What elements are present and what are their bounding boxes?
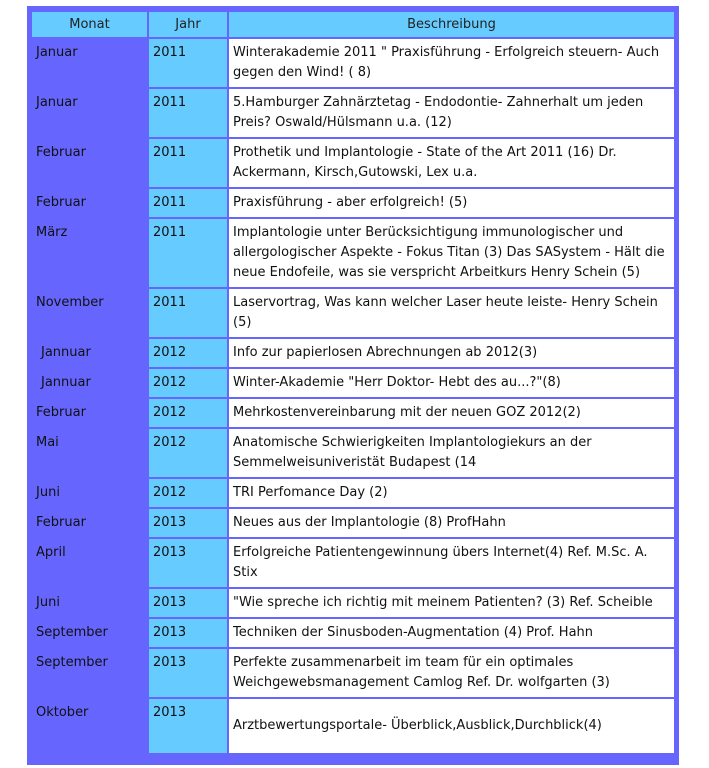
cell-month: Juni (32, 589, 147, 617)
table-row (32, 699, 674, 753)
cell-description: Erfolgreiche Patientengewinnung übers Internet(4) Ref. M.Sc. A. Stix (229, 539, 674, 587)
cell-description: Prothetik und Implantologie - State of the Art 2011 (16) Dr. Ackermann, Kirsch,Gutowski, Lex u.a. (229, 139, 674, 187)
cell-month: Januar (32, 39, 147, 87)
table-row (32, 399, 674, 427)
header-year: Jahr (149, 12, 227, 37)
table-row (32, 39, 674, 87)
cell-month: Februar (32, 139, 147, 187)
course-table (30, 10, 676, 755)
cell-description: 5.Hamburger Zahnärztetag - Endodontie- Zahnerhalt um jeden Preis? Oswald/Hülsmann u.a. (12) (229, 89, 674, 137)
cell-description: Perfekte zusammenarbeit im team für ein optimales Weichgewebsmanagement Camlog Ref. Dr. wolfgarten (3) (229, 649, 674, 697)
cell-year: 2011 (149, 39, 227, 87)
cell-year: 2011 (149, 219, 227, 287)
cell-month: Februar (32, 509, 147, 537)
table-row (32, 429, 674, 477)
cell-year: 2011 (149, 139, 227, 187)
cell-description: Winter-Akademie "Herr Doktor- Hebt des au...?"(8) (229, 369, 674, 397)
cell-description: Mehrkostenvereinbarung mit der neuen GOZ 2012(2) (229, 399, 674, 427)
cell-month: Jannuar (32, 369, 147, 397)
cell-description: "Wie spreche ich richtig mit meinem Patienten? (3) Ref. Scheible (229, 589, 674, 617)
table-row (32, 139, 674, 187)
table-row (32, 89, 674, 137)
table-row (32, 619, 674, 647)
cell-year: 2013 (149, 509, 227, 537)
table-row (32, 289, 674, 337)
cell-year: 2013 (149, 539, 227, 587)
cell-description: Praxisführung - aber erfolgreich! (5) (229, 189, 674, 217)
cell-month: Februar (32, 189, 147, 217)
cell-month: Mai (32, 429, 147, 477)
table-row (32, 479, 674, 507)
table-row (32, 509, 674, 537)
table-row (32, 339, 674, 367)
table-row (32, 189, 674, 217)
cell-description: Techniken der Sinusboden-Augmentation (4) Prof. Hahn (229, 619, 674, 647)
table-body (32, 39, 674, 753)
cell-description: Anatomische Schwierigkeiten Implantologiekurs an der Semmelweisuniveristät Budapest (14 (229, 429, 674, 477)
cell-description: TRI Perfomance Day (2) (229, 479, 674, 507)
cell-month: April (32, 539, 147, 587)
cell-month: März (32, 219, 147, 287)
cell-month: September (32, 649, 147, 697)
cell-description: Neues aus der Implantologie (8) ProfHahn (229, 509, 674, 537)
cell-year: 2013 (149, 589, 227, 617)
cell-description: Laservortrag, Was kann welcher Laser heute leiste- Henry Schein (5) (229, 289, 674, 337)
cell-description: Winterakademie 2011 " Praxisführung - Erfolgreich steuern- Auch gegen den Wind! ( 8) (229, 39, 674, 87)
cell-year: 2012 (149, 429, 227, 477)
cell-year: 2012 (149, 479, 227, 507)
cell-description: Arztbewertungsportale- Überblick,Ausblick,Durchblick(4) (229, 699, 674, 753)
cell-month: Oktober (32, 699, 147, 753)
table-row (32, 539, 674, 587)
cell-month: Juni (32, 479, 147, 507)
header-month: Monat (32, 12, 147, 37)
cell-year: 2011 (149, 189, 227, 217)
cell-year: 2013 (149, 699, 227, 753)
cell-year: 2012 (149, 339, 227, 367)
cell-month: September (32, 619, 147, 647)
header-row (32, 12, 674, 37)
cell-month: November (32, 289, 147, 337)
table-row (32, 649, 674, 697)
table-row (32, 219, 674, 287)
cell-description: Info zur papierlosen Abrechnungen ab 2012(3) (229, 339, 674, 367)
cell-year: 2011 (149, 289, 227, 337)
cell-year: 2013 (149, 619, 227, 647)
cell-month: Jannuar (32, 339, 147, 367)
table-row (32, 589, 674, 617)
cell-month: Februar (32, 399, 147, 427)
cell-month: Januar (32, 89, 147, 137)
cell-description: Implantologie unter Berücksichtigung immunologischer und allergologischer Aspekte - Fokus Titan (3) Das SASystem - Hält die neue Endofeile, was sie verspricht Arbeitkurs Henry Schein (5) (229, 219, 674, 287)
cell-year: 2011 (149, 89, 227, 137)
table-row (32, 369, 674, 397)
cell-year: 2012 (149, 399, 227, 427)
cell-year: 2013 (149, 649, 227, 697)
header-description: Beschreibung (229, 12, 674, 37)
cell-year: 2012 (149, 369, 227, 397)
